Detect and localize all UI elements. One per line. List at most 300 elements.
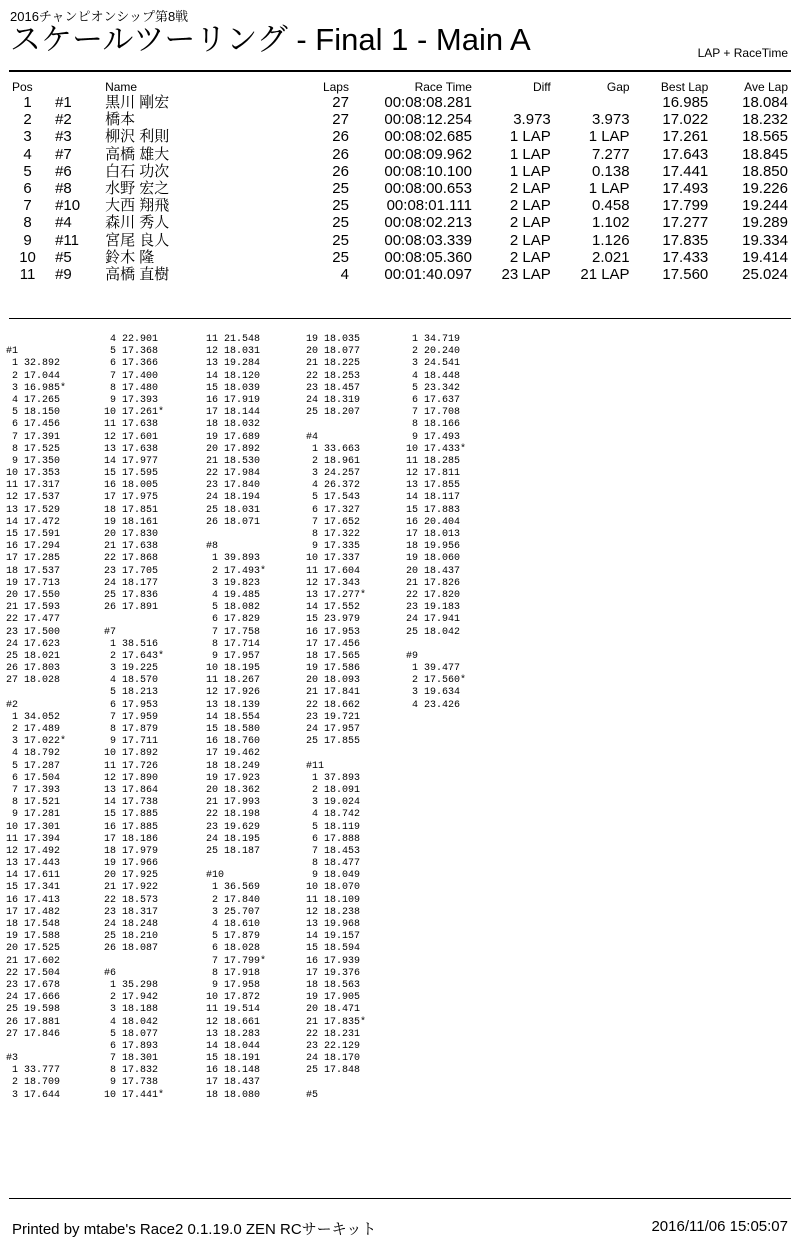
lap-entry: 9 17.350 bbox=[6, 455, 61, 467]
cell-pos: 6 bbox=[23, 180, 32, 198]
lap-entry: 18 17.548 bbox=[6, 919, 61, 930]
lap-entry: 11 18.109 bbox=[306, 894, 361, 906]
cell-gap: 7.277 bbox=[592, 145, 630, 163]
lap-entry: 21 17.602 bbox=[6, 955, 61, 967]
lap-column-2 bbox=[104, 334, 164, 1102]
lap-entry: 19 17.586 bbox=[306, 663, 361, 675]
lap-entry: 25 18.031 bbox=[206, 504, 261, 516]
lap-entry: 12 17.537 bbox=[6, 492, 61, 504]
lap-entry: 7 17.799* bbox=[206, 955, 267, 967]
lap-entry: 2 17.942 bbox=[104, 992, 159, 1004]
lap-entry: 9 17.958 bbox=[206, 979, 261, 991]
lap-entry: 19 17.905 bbox=[306, 992, 361, 1004]
lap-entry: 10 17.261* bbox=[104, 407, 165, 419]
lap-entry: 27 17.846 bbox=[6, 1028, 61, 1040]
lap-entry: 12 17.926 bbox=[206, 687, 261, 699]
lap-car-heading: #4 bbox=[306, 431, 319, 443]
cell-driver-name: 宮尾 良人 bbox=[105, 231, 170, 249]
cell-ave-lap: 18.084 bbox=[742, 94, 788, 112]
lap-entry: 7 18.301 bbox=[104, 1053, 159, 1065]
lap-entry: 15 17.885 bbox=[104, 809, 159, 821]
cell-driver-name: 鈴木 隆 bbox=[105, 248, 155, 266]
lap-entry: 14 17.738 bbox=[104, 797, 159, 809]
lap-entry: 3 24.541 bbox=[406, 358, 461, 370]
footer-rule bbox=[9, 1198, 791, 1199]
lap-entry: 19 18.035 bbox=[306, 334, 361, 345]
lap-entry: 8 17.918 bbox=[206, 967, 261, 979]
lap-entry: 12 17.601 bbox=[104, 431, 159, 443]
cell-pos: 5 bbox=[23, 162, 32, 180]
lap-entry: 10 17.353 bbox=[6, 468, 61, 480]
lap-entry: 22 17.477 bbox=[6, 614, 61, 626]
lap-entry: 9 17.957 bbox=[206, 650, 261, 662]
lap-entry: 4 26.372 bbox=[306, 480, 361, 492]
lap-entry: 17 18.013 bbox=[406, 529, 461, 540]
lap-car-heading: #1 bbox=[6, 346, 19, 358]
lap-entry: 1 34.052 bbox=[6, 711, 61, 723]
lap-entry: 12 18.238 bbox=[306, 906, 361, 918]
lap-entry: 11 17.317 bbox=[6, 480, 61, 492]
lap-entry: 4 18.610 bbox=[206, 919, 261, 930]
cell-best-lap: 17.441 bbox=[662, 162, 709, 180]
lap-entry: 5 17.287 bbox=[6, 760, 61, 772]
lap-entry: 25 17.855 bbox=[306, 736, 361, 748]
cell-pos: 1 bbox=[23, 94, 32, 112]
header-laps: Laps bbox=[322, 80, 349, 94]
result-row bbox=[0, 266, 800, 283]
lap-entry: 9 17.711 bbox=[104, 736, 159, 748]
lap-entry: 7 17.758 bbox=[206, 626, 261, 638]
lap-entry: 15 17.591 bbox=[6, 529, 61, 540]
lap-entry: 10 18.070 bbox=[306, 882, 361, 894]
cell-laps: 26 bbox=[332, 162, 349, 180]
lap-entry: 2 18.091 bbox=[306, 784, 361, 796]
lap-entry: 12 17.343 bbox=[306, 577, 361, 589]
lap-entry: 20 17.925 bbox=[104, 870, 159, 882]
lap-entry: 23 22.129 bbox=[306, 1040, 361, 1052]
cell-best-lap: 16.985 bbox=[662, 94, 709, 112]
lap-entry: 10 18.195 bbox=[206, 663, 261, 675]
lap-entry: 21 17.826 bbox=[406, 577, 461, 589]
cell-laps: 26 bbox=[332, 145, 349, 163]
cell-race-time: 00:08:05.360 bbox=[384, 248, 472, 266]
lap-entry: 11 17.604 bbox=[306, 565, 361, 577]
lap-entry: 6 17.504 bbox=[6, 772, 61, 784]
lap-entry: 1 35.298 bbox=[104, 979, 159, 991]
lap-entry: 3 19.823 bbox=[206, 577, 261, 589]
cell-driver-name: 柳沢 利則 bbox=[105, 128, 170, 146]
lap-entry: 26 17.881 bbox=[6, 1016, 61, 1028]
cell-ave-lap: 18.232 bbox=[742, 111, 788, 129]
results-table bbox=[0, 79, 800, 283]
lap-entry: 16 18.148 bbox=[206, 1065, 261, 1077]
cell-race-time: 00:08:03.339 bbox=[384, 231, 472, 249]
lap-entry: 20 17.550 bbox=[6, 589, 61, 601]
cell-best-lap: 17.643 bbox=[662, 145, 709, 163]
cell-laps: 25 bbox=[332, 214, 349, 232]
lap-entry: 8 17.879 bbox=[104, 724, 159, 735]
lap-entry: 9 18.049 bbox=[306, 870, 361, 882]
lap-entry: 2 17.044 bbox=[6, 370, 61, 382]
lap-entry: 8 17.480 bbox=[104, 382, 159, 394]
cell-car-number: #6 bbox=[55, 162, 72, 180]
lap-entry: 15 17.341 bbox=[6, 882, 61, 894]
lap-entry: 24 17.623 bbox=[6, 638, 61, 650]
lap-entry: 18 17.979 bbox=[104, 845, 159, 857]
lap-entry: 23 18.317 bbox=[104, 906, 159, 918]
header-name: Name bbox=[105, 80, 138, 94]
cell-pos: 2 bbox=[23, 111, 32, 129]
cell-driver-name: 黒川 剛宏 bbox=[105, 94, 170, 112]
lap-car-heading: #5 bbox=[306, 1089, 319, 1101]
lap-entry: 24 17.957 bbox=[306, 724, 361, 735]
lap-entry: 25 19.598 bbox=[6, 1004, 61, 1016]
lap-entry: 5 17.879 bbox=[206, 931, 261, 943]
lap-column-3 bbox=[206, 334, 266, 1102]
lap-entry: 14 18.554 bbox=[206, 711, 261, 723]
lap-entry: 23 17.500 bbox=[6, 626, 61, 638]
lap-entry: 23 19.721 bbox=[306, 711, 361, 723]
cell-ave-lap: 19.334 bbox=[742, 231, 788, 249]
lap-entry: 13 17.443 bbox=[6, 858, 61, 870]
cell-best-lap: 17.799 bbox=[662, 197, 709, 215]
lap-entry: 13 19.968 bbox=[306, 919, 361, 930]
result-row bbox=[0, 146, 800, 163]
cell-diff: 2 LAP bbox=[509, 180, 551, 198]
lap-entry: 5 17.543 bbox=[306, 492, 361, 504]
lap-entry bbox=[406, 639, 466, 651]
lap-entry: 21 17.638 bbox=[104, 541, 159, 553]
lap-car-heading: #8 bbox=[206, 541, 219, 553]
lap-entry: 10 17.301 bbox=[6, 821, 61, 833]
lap-entry: 6 17.366 bbox=[104, 358, 159, 370]
lap-entry: 3 19.225 bbox=[104, 663, 159, 675]
lap-entry: 8 17.322 bbox=[306, 529, 361, 540]
cell-best-lap: 17.433 bbox=[662, 248, 709, 266]
lap-entry: 5 18.077 bbox=[104, 1028, 159, 1040]
cell-pos: 9 bbox=[23, 231, 32, 249]
lap-entry: 5 18.119 bbox=[306, 821, 361, 833]
lap-entry: 21 18.530 bbox=[206, 455, 261, 467]
lap-entry: 26 17.891 bbox=[104, 602, 159, 614]
lap-entry: 21 18.225 bbox=[306, 358, 361, 370]
lap-entry: 16 17.413 bbox=[6, 894, 61, 906]
lap-entry: 16 17.953 bbox=[306, 626, 361, 638]
result-row bbox=[0, 197, 800, 214]
lap-entry: 4 18.570 bbox=[104, 675, 159, 687]
cell-ave-lap: 18.845 bbox=[742, 145, 788, 163]
lap-entry: 2 18.961 bbox=[306, 455, 361, 467]
cell-best-lap: 17.493 bbox=[662, 180, 709, 198]
lap-entry: 5 23.342 bbox=[406, 382, 461, 394]
lap-column-1 bbox=[6, 334, 66, 1102]
lap-entry: 21 17.593 bbox=[6, 602, 61, 614]
lap-entry: 23 17.678 bbox=[6, 979, 61, 991]
results-rule bbox=[9, 318, 791, 319]
lap-car-heading: #10 bbox=[206, 870, 225, 882]
lap-entry: 24 18.319 bbox=[306, 394, 361, 406]
cell-driver-name: 大西 翔飛 bbox=[105, 197, 170, 215]
cell-pos: 3 bbox=[23, 128, 32, 146]
cell-diff: 1 LAP bbox=[509, 128, 551, 146]
lap-entry: 11 17.726 bbox=[104, 760, 159, 772]
lap-entry: 6 17.953 bbox=[104, 699, 159, 711]
lap-entry: 3 18.188 bbox=[104, 1004, 159, 1016]
lap-entry: 25 18.210 bbox=[104, 931, 159, 943]
cell-diff: 1 LAP bbox=[509, 145, 551, 163]
result-row bbox=[0, 180, 800, 197]
cell-gap: 0.138 bbox=[592, 162, 630, 180]
cell-diff: 1 LAP bbox=[509, 162, 551, 180]
lap-entry: 10 17.892 bbox=[104, 748, 159, 760]
lap-entry: 3 16.985* bbox=[6, 382, 67, 394]
lap-entry: 6 18.028 bbox=[206, 943, 261, 955]
lap-entry: 16 17.919 bbox=[206, 394, 261, 406]
lap-entry: 16 17.939 bbox=[306, 955, 361, 967]
lap-entry bbox=[306, 419, 366, 431]
cell-race-time: 00:08:08.281 bbox=[384, 94, 472, 112]
lap-entry: 26 18.071 bbox=[206, 516, 261, 528]
lap-entry: 19 17.689 bbox=[206, 431, 261, 443]
lap-entry: 19 17.923 bbox=[206, 772, 261, 784]
lap-entry: 20 18.437 bbox=[406, 565, 461, 577]
lap-entry: 22 17.820 bbox=[406, 589, 461, 601]
lap-entry: 19 17.588 bbox=[6, 931, 61, 943]
cell-gap: 1.126 bbox=[592, 231, 630, 249]
lap-entry: 6 17.327 bbox=[306, 504, 361, 516]
cell-race-time: 00:08:00.653 bbox=[384, 180, 472, 198]
lap-entry: 19 17.713 bbox=[6, 577, 61, 589]
cell-best-lap: 17.261 bbox=[662, 128, 709, 146]
lap-entry: 14 18.117 bbox=[406, 492, 461, 504]
lap-entry: 1 39.893 bbox=[206, 553, 261, 565]
lap-entry: 12 17.811 bbox=[406, 468, 461, 480]
cell-diff: 2 LAP bbox=[509, 231, 551, 249]
header-diff: Diff bbox=[532, 80, 551, 94]
lap-entry: 16 18.760 bbox=[206, 736, 261, 748]
lap-entry bbox=[206, 529, 266, 541]
lap-times-section bbox=[0, 334, 800, 1194]
header-best-lap: Best Lap bbox=[660, 80, 709, 94]
lap-entry: 17 18.437 bbox=[206, 1077, 261, 1089]
lap-entry: 25 18.042 bbox=[406, 626, 461, 638]
lap-entry: 1 32.892 bbox=[6, 358, 61, 370]
lap-entry: 21 17.835* bbox=[306, 1016, 367, 1028]
lap-car-heading: #3 bbox=[6, 1053, 19, 1065]
lap-entry: 7 17.400 bbox=[104, 370, 159, 382]
lap-entry: 2 17.643* bbox=[104, 650, 165, 662]
lap-entry: 11 18.267 bbox=[206, 675, 261, 687]
cell-driver-name: 水野 宏之 bbox=[105, 180, 170, 198]
lap-entry: 3 17.022* bbox=[6, 736, 67, 748]
lap-entry: 24 18.170 bbox=[306, 1053, 361, 1065]
cell-car-number: #3 bbox=[55, 128, 72, 146]
header-race-time: Race Time bbox=[414, 80, 472, 94]
cell-car-number: #10 bbox=[55, 197, 81, 215]
cell-ave-lap: 25.024 bbox=[742, 265, 788, 283]
lap-entry: 1 38.516 bbox=[104, 638, 159, 650]
cell-best-lap: 17.022 bbox=[662, 111, 709, 129]
lap-entry: 3 19.024 bbox=[306, 797, 361, 809]
header-rule bbox=[9, 70, 791, 72]
footer-timestamp: 2016/11/06 15:05:07 bbox=[651, 1218, 788, 1235]
header-ave-lap: Ave Lap bbox=[744, 80, 788, 94]
result-row bbox=[0, 94, 800, 111]
cell-ave-lap: 19.226 bbox=[742, 180, 788, 198]
lap-entry: 22 18.198 bbox=[206, 809, 261, 821]
lap-entry: 18 18.080 bbox=[206, 1089, 261, 1101]
cell-gap: 2.021 bbox=[592, 248, 630, 266]
cell-best-lap: 17.835 bbox=[662, 231, 709, 249]
lap-entry: 20 17.830 bbox=[104, 529, 159, 540]
lap-entry: 6 17.456 bbox=[6, 419, 61, 431]
cell-diff: 2 LAP bbox=[509, 248, 551, 266]
lap-car-heading: #7 bbox=[104, 626, 117, 638]
lap-entry: 1 33.777 bbox=[6, 1065, 61, 1077]
cell-laps: 25 bbox=[332, 180, 349, 198]
event-subtitle: 2016チャンピオンシップ第8戦 bbox=[10, 9, 189, 24]
lap-entry: 7 17.708 bbox=[406, 407, 461, 419]
cell-gap: 0.458 bbox=[592, 197, 630, 215]
lap-entry: 10 17.441* bbox=[104, 1089, 165, 1101]
cell-pos: 11 bbox=[19, 265, 36, 283]
lap-entry: 13 18.283 bbox=[206, 1028, 261, 1040]
cell-pos: 7 bbox=[23, 197, 32, 215]
lap-car-heading: #2 bbox=[6, 699, 19, 711]
lap-entry: 17 17.975 bbox=[104, 492, 159, 504]
lap-entry: 13 17.864 bbox=[104, 784, 159, 796]
lap-entry: 18 18.249 bbox=[206, 760, 261, 772]
cell-race-time: 00:08:09.962 bbox=[384, 145, 472, 163]
cell-race-time: 00:08:02.213 bbox=[384, 214, 472, 232]
cell-gap: 1 LAP bbox=[588, 180, 630, 198]
lap-entry: 15 18.594 bbox=[306, 943, 361, 955]
cell-best-lap: 17.560 bbox=[662, 265, 709, 283]
lap-entry: 15 23.979 bbox=[306, 614, 361, 626]
lap-entry: 8 18.166 bbox=[406, 419, 461, 431]
lap-entry: 23 19.183 bbox=[406, 602, 461, 614]
cell-diff: 2 LAP bbox=[509, 197, 551, 215]
lap-entry: 9 17.281 bbox=[6, 809, 61, 821]
cell-ave-lap: 19.289 bbox=[742, 214, 788, 232]
lap-entry: 10 17.337 bbox=[306, 553, 361, 565]
lap-entry: 17 19.376 bbox=[306, 967, 361, 979]
cell-gap: 3.973 bbox=[592, 111, 630, 129]
lap-entry: 11 17.394 bbox=[6, 833, 61, 845]
lap-entry: 8 17.832 bbox=[104, 1065, 159, 1077]
results-body bbox=[0, 94, 800, 283]
lap-entry: 24 18.248 bbox=[104, 919, 159, 930]
lap-entry: 22 17.868 bbox=[104, 553, 159, 565]
results-header-row bbox=[0, 79, 800, 94]
cell-laps: 25 bbox=[332, 248, 349, 266]
lap-entry: 26 17.803 bbox=[6, 663, 61, 675]
lap-entry: 18 17.565 bbox=[306, 650, 361, 662]
lap-entry: 1 33.663 bbox=[306, 443, 361, 455]
lap-entry: 16 17.294 bbox=[6, 541, 61, 553]
lap-entry: 22 18.573 bbox=[104, 894, 159, 906]
lap-entry: 27 18.028 bbox=[6, 675, 61, 687]
lap-entry: 8 17.714 bbox=[206, 638, 261, 650]
cell-laps: 27 bbox=[332, 111, 349, 129]
cell-car-number: #11 bbox=[55, 231, 80, 249]
lap-entry: 17 17.285 bbox=[6, 553, 61, 565]
lap-entry: 2 17.560* bbox=[406, 675, 467, 687]
lap-entry: 7 18.453 bbox=[306, 845, 361, 857]
lap-entry: 24 18.177 bbox=[104, 577, 159, 589]
result-row bbox=[0, 214, 800, 231]
cell-race-time: 00:08:01.111 bbox=[386, 197, 472, 215]
lap-entry: 3 24.257 bbox=[306, 468, 361, 480]
cell-ave-lap: 19.244 bbox=[742, 197, 788, 215]
lap-entry: 2 20.240 bbox=[406, 346, 461, 358]
lap-entry: 17 18.144 bbox=[206, 407, 261, 419]
cell-diff: 2 LAP bbox=[509, 214, 551, 232]
lap-entry: 16 20.404 bbox=[406, 516, 461, 528]
lap-entry: 20 18.362 bbox=[206, 784, 261, 796]
lap-entry: 13 19.284 bbox=[206, 358, 261, 370]
header-no bbox=[55, 79, 105, 94]
cell-ave-lap: 19.414 bbox=[742, 248, 788, 266]
cell-driver-name: 森川 秀人 bbox=[105, 214, 170, 232]
lap-entry: 2 17.840 bbox=[206, 894, 261, 906]
lap-entry: 24 17.666 bbox=[6, 992, 61, 1004]
lap-entry: 14 17.472 bbox=[6, 516, 61, 528]
lap-entry: 14 18.044 bbox=[206, 1040, 261, 1052]
lap-entry: 3 25.707 bbox=[206, 906, 261, 918]
lap-column-5 bbox=[406, 334, 466, 712]
lap-entry: 12 18.031 bbox=[206, 346, 261, 358]
lap-entry: 23 19.629 bbox=[206, 821, 261, 833]
lap-entry: 15 17.595 bbox=[104, 468, 159, 480]
cell-car-number: #7 bbox=[55, 145, 72, 163]
lap-entry: 26 18.087 bbox=[104, 943, 159, 955]
lap-entry: 5 18.150 bbox=[6, 407, 61, 419]
lap-entry: 21 17.993 bbox=[206, 797, 261, 809]
lap-entry bbox=[306, 748, 366, 760]
cell-pos: 4 bbox=[23, 145, 32, 163]
lap-entry: 9 17.335 bbox=[306, 541, 361, 553]
lap-entry: 6 17.888 bbox=[306, 833, 361, 845]
lap-entry: 15 18.191 bbox=[206, 1053, 261, 1065]
lap-entry: 10 17.872 bbox=[206, 992, 261, 1004]
result-row bbox=[0, 232, 800, 249]
lap-column-4 bbox=[306, 334, 366, 1102]
lap-entry: 13 17.529 bbox=[6, 504, 61, 516]
lap-entry: 19 18.161 bbox=[104, 516, 159, 528]
lap-entry: 21 17.841 bbox=[306, 687, 361, 699]
lap-entry: 15 18.580 bbox=[206, 724, 261, 735]
lap-entry: 20 17.892 bbox=[206, 443, 261, 455]
lap-car-heading: #9 bbox=[406, 650, 419, 662]
lap-entry: 17 17.456 bbox=[306, 638, 361, 650]
cell-gap: 21 LAP bbox=[580, 265, 630, 283]
lap-entry: 4 22.901 bbox=[104, 334, 159, 345]
lap-entry: 1 36.569 bbox=[206, 882, 261, 894]
lap-entry: 25 17.836 bbox=[104, 589, 159, 601]
lap-entry: 22 17.504 bbox=[6, 967, 61, 979]
lap-entry: 24 18.194 bbox=[206, 492, 261, 504]
cell-laps: 4 bbox=[340, 265, 349, 283]
lap-entry: 3 17.644 bbox=[6, 1089, 61, 1101]
lap-entry: 7 17.652 bbox=[306, 516, 361, 528]
lap-entry bbox=[6, 1041, 66, 1053]
lap-entry: 25 17.848 bbox=[306, 1065, 361, 1077]
lap-entry: 22 18.662 bbox=[306, 699, 361, 711]
lap-entry bbox=[306, 1077, 366, 1089]
cell-race-time: 00:01:40.097 bbox=[384, 265, 472, 283]
lap-entry: 4 19.485 bbox=[206, 589, 261, 601]
